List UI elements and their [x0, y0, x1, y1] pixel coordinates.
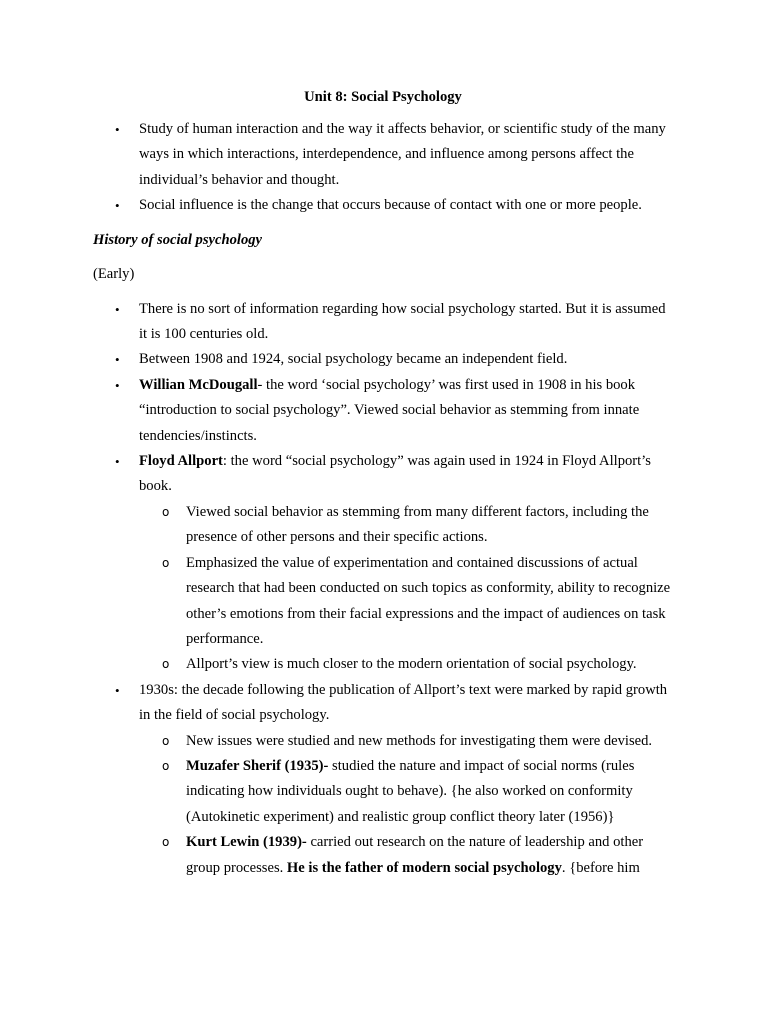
document-title: Unit 8: Social Psychology — [304, 89, 462, 105]
intro-list — [93, 117, 673, 219]
list-item-text: Study of human interaction and the way it affects behavior, or scientific study of the many ways in which interactions, interdependence, and influence among persons affect the individual’s behavior and thought. — [139, 121, 666, 188]
sub-bullet-icon: o — [162, 733, 170, 748]
subsection-label: (Early) — [93, 265, 135, 282]
list-item — [93, 347, 673, 372]
sub-bullet-icon: o — [162, 504, 170, 519]
list-item-text: studied the nature and impact of social norms (rules indicating how individuals ought to behave). {he also worked on conformity (Autokinetic experiment) and realistic group conflict theory later (1956)} — [186, 757, 635, 825]
list-item-text: Social influence is the change that occurs because of contact with one or more people. — [139, 197, 642, 214]
person-name: Willian McDougall — [139, 376, 258, 393]
sub-bullet-icon: o — [162, 657, 170, 672]
list-item — [93, 373, 673, 449]
list-item-text: Emphasized the value of experimentation and contained discussions of actual research that had been conducted on such topics as conformity, ability to recognize other’s emotions from their facial expressions and the impact of audiences on task performance. — [186, 554, 671, 647]
list-item-text: : the word “social psychology” was again used in 1924 in Floyd Allport’s book. — [139, 453, 651, 495]
sub-list-item — [93, 500, 673, 551]
person-name: Floyd Allport — [139, 453, 223, 470]
list-item — [93, 678, 673, 729]
bullet-icon: • — [115, 198, 120, 214]
sub-list-item — [93, 754, 673, 830]
sub-list-item — [93, 551, 673, 653]
bullet-icon: • — [115, 122, 120, 137]
bullet-icon: • — [115, 377, 120, 393]
list-item-text: Allport’s view is much closer to the modern orientation of social psychology. — [186, 656, 637, 673]
list-item — [93, 193, 673, 218]
list-item — [93, 297, 673, 348]
bullet-icon: • — [115, 301, 120, 317]
list-item-text: Viewed social behavior as stemming from many different factors, including the presence of other persons and their specific actions. — [186, 503, 649, 546]
sub-list-item — [93, 652, 673, 677]
person-name: Kurt Lewin (1939)- — [186, 834, 307, 851]
sub-bullet-icon: o — [162, 758, 170, 773]
bullet-icon: • — [115, 454, 120, 470]
list-item-text: Between 1908 and 1924, social psychology became an independent field. — [139, 351, 568, 368]
emphasis-text: He is the father of modern social psychology — [286, 859, 562, 876]
sub-list-item — [93, 729, 673, 754]
list-item-text: - the word ‘social psychology’ was first used in 1908 in his book “introduction to social psychology”. Viewed social behavior as stemming from innate tendencies/instincts. — [139, 376, 640, 444]
sub-list-item — [93, 830, 673, 881]
list-item-text: There is no sort of information regarding how social psychology started. But it is assumed it is 100 centuries old. — [139, 300, 666, 343]
bullet-icon: • — [115, 352, 120, 368]
sub-bullet-icon: o — [162, 555, 170, 570]
list-item — [93, 449, 673, 500]
list-item-text: . {before him — [561, 859, 640, 876]
list-item-text: 1930s: the decade following the publication of Allport’s text were marked by rapid growth in the field of social psychology. — [139, 681, 668, 724]
list-item-text: carried out research on the nature of leadership and other group processes. — [186, 834, 644, 876]
sub-bullet-icon: o — [162, 835, 170, 850]
list-item-text: New issues were studied and new methods for investigating them were devised. — [186, 732, 653, 749]
section-heading: History of social psychology — [93, 231, 263, 248]
bullet-icon: • — [115, 682, 120, 698]
list-item — [93, 117, 673, 193]
person-name: Muzafer Sherif (1935)- — [186, 757, 329, 774]
history-list — [93, 297, 673, 881]
